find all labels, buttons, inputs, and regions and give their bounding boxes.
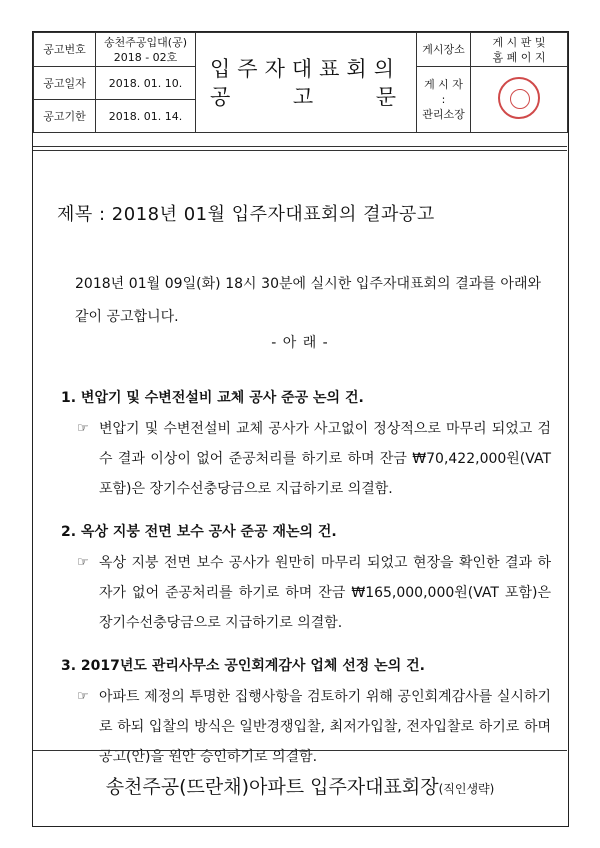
poster-seal-cell — [471, 67, 568, 133]
agenda-item-title: 1. 변압기 및 수변전설비 교체 공사 준공 논의 건. — [61, 390, 364, 406]
signer-note: (직인생략) — [438, 782, 495, 796]
notice-number-label: 공고번호 — [34, 33, 96, 67]
notice-frame — [32, 31, 569, 827]
notice-date-label: 공고일자 — [34, 67, 96, 100]
divider-line — [33, 146, 567, 165]
pointing-hand-icon: ☞ — [77, 555, 89, 570]
agenda-item-title: 3. 2017년도 관리사무소 공인회계감사 업체 선정 논의 건. — [61, 658, 425, 674]
divider-line — [33, 750, 567, 751]
title-line2: 공 고 문 — [210, 84, 396, 109]
section-heading: - 아 래 - — [271, 335, 329, 351]
pointing-hand-icon: ☞ — [77, 689, 89, 704]
subject-line: 제목 : 2018년 01월 입주자대표회의 결과공고 — [57, 204, 435, 225]
notice-date-value: 2018. 01. 10. — [96, 67, 196, 100]
signer-name: 송천주공(뜨란채)아파트 입주자대표회장 — [105, 776, 439, 798]
signature-line — [33, 772, 567, 799]
notice-deadline-label: 공고기한 — [34, 100, 96, 133]
posting-place-label: 게시장소 — [417, 33, 471, 67]
divider-line — [33, 150, 567, 151]
agenda-item — [61, 388, 551, 504]
title-line1: 입주자대표회의 — [210, 56, 402, 81]
posting-place-value: 게 시 판 및 홈 페 이 지 — [471, 33, 568, 67]
notice-deadline-value: 2018. 01. 14. — [96, 100, 196, 133]
poster-label: 게 시 자 : 관리소장 — [417, 67, 471, 133]
header-table — [33, 32, 567, 132]
agenda-item-body: 옥상 지붕 전면 보수 공사가 원만히 마무리 되었고 현장을 확인한 결과 하자가 없어 준공처리를 하기로 하며 잔금 ₩165,000,000원(VAT 포함)은 장기수선충당금으로 지급하기로 의결함. — [99, 555, 551, 631]
seal-stamp-icon — [498, 77, 540, 119]
pointing-hand-icon: ☞ — [77, 421, 89, 436]
agenda-item — [61, 522, 551, 638]
intro-paragraph: 2018년 01월 09일(화) 18시 30분에 실시한 입주자대표회의 결과를 아래와 같이 공고합니다. — [75, 276, 541, 325]
agenda-item-body: 아파트 제정의 투명한 집행사항을 검토하기 위해 공인회계감사를 실시하기로 하되 입찰의 방식은 일반경쟁입찰, 최저가입찰, 전자입찰로 하기로 하며 공고(안)을 원안 승인하기로 의결함. — [99, 689, 551, 765]
notice-number-value: 송천주공입대(공) 2018 - 02호 — [96, 33, 196, 67]
agenda-item — [61, 656, 551, 772]
agenda-item-title: 2. 옥상 지붕 전면 보수 공사 준공 재논의 건. — [61, 524, 337, 540]
notice-title — [196, 33, 417, 133]
agenda-item-body: 변압기 및 수변전설비 교체 공사가 사고없이 정상적으로 마무리 되었고 검수 결과 이상이 없어 준공처리를 하기로 하며 잔금 ₩70,422,000원(VAT 포함)은 장기수선충당금으로 지급하기로 의결함. — [99, 421, 551, 497]
